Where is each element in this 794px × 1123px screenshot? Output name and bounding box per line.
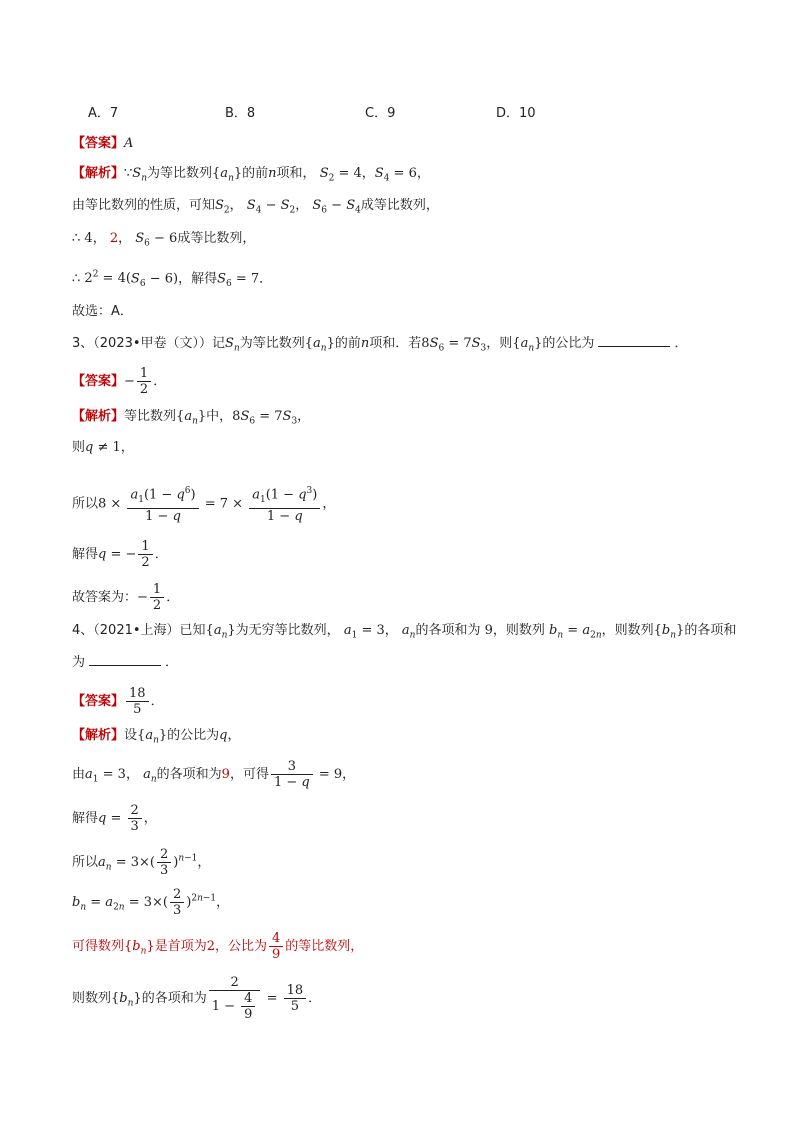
q2-answer: A (124, 136, 134, 151)
q4-analysis-line-6: 可得数列$\{b_n\}$是首项为2，公比为 $\frac{4}{9}$ 的等比数列， (72, 931, 364, 962)
option-c: C．9 (365, 106, 396, 121)
answer-label: 【答案】 (72, 136, 125, 151)
q4-analysis-line-7: 则数列$\{b_n\}$的各项和为 2 1 − $\frac{4}{9}$ = $\frac{18}{5}$ ． (72, 975, 322, 1022)
option-a: A．7 (88, 106, 119, 121)
q2-answer-line (72, 134, 133, 154)
q3-analysis-line-2: 则q ≠ 1， (72, 440, 134, 455)
q2-analysis-line-5: 故选：A． (72, 304, 133, 319)
q3-analysis-line-4: 解得q = − $\frac{1}{2}$ ． (72, 539, 168, 570)
q3-answer-blank (598, 333, 670, 347)
option-b: B．8 (225, 106, 256, 121)
q4-question-line-2: 为 ． (72, 652, 178, 673)
q2-analysis-line-4: ∴ $2^2 = 4(S_6 - 6)$，解得$S_6 = 7$． (72, 270, 273, 289)
q4-analysis-line-1: 【解析】设$\{a_n\}$的公比为q， (72, 728, 241, 746)
q2-analysis-line-2: 由等比数列的性质，可知$S_2$， $S_4 - S_2$， $S_6 - S_4$成等比数列， (72, 198, 439, 216)
q4-analysis-line-2: 由$a_1 = 3$， $a_n$的各项和为9，可得 $\frac{3}{1 - q}$ = 9， (72, 759, 356, 790)
q2-analysis-line-3: ∴ 4， 2， $S_6 - 6$成等比数列， (72, 231, 256, 249)
q4-analysis-line-3: 解得q = $\frac{2}{3}$ ， (72, 803, 157, 834)
q3-answer-line: 【答案】− $\frac{1}{2}$ ． (72, 366, 167, 397)
option-d: D．10 (496, 106, 536, 121)
q4-analysis-line-4: 所以$a_n = 3\times$( $\frac{2}{3}$ )$^{n-1}$， (72, 847, 211, 878)
analysis-label: 【解析】 (72, 166, 125, 181)
q4-question-line-1: 4、（2021•上海）已知$\{a_n\}$为无穷等比数列， $a_1 = 3$， $a_n$的各项和为 9，则数列 $b_n = a_{2n}$，则数列$\{b_n\}$的各项和 (72, 623, 737, 641)
q4-answer-blank (89, 652, 161, 666)
q3-analysis-line-1: 【解析】等比数列$\{a_n\}$中，$8S_6 = 7S_3$， (72, 409, 311, 427)
q3-question: 3、（2023•甲卷（文））记$S_n$为等比数列$\{a_n\}$的前n项和．若$8S_6 = 7S_3$，则$\{a_n\}$的公比为 ． (72, 333, 687, 359)
q3-analysis-line-3: 所以8 × $\frac{a_1(1 - q^6)}{1 - q}$ = 7 × $\frac{a_1(1 - q^3)}{1 - q}$ ， (72, 486, 336, 524)
q4-answer-line: 【答案】 $\frac{18}{5}$ ． (72, 686, 164, 717)
q4-analysis-line-5: $b_n = a_{2n} = 3\times$( $\frac{2}{3}$ )$^{2n-1}$， (72, 887, 230, 918)
q3-analysis-line-5: 故答案为：− $\frac{1}{2}$ ． (72, 582, 180, 613)
q2-analysis-line-1: 【解析】$\because S_n$为等比数列$\{a_n\}$的前n项和， $S_2 = 4$，$S_4 = 6$， (72, 166, 430, 184)
